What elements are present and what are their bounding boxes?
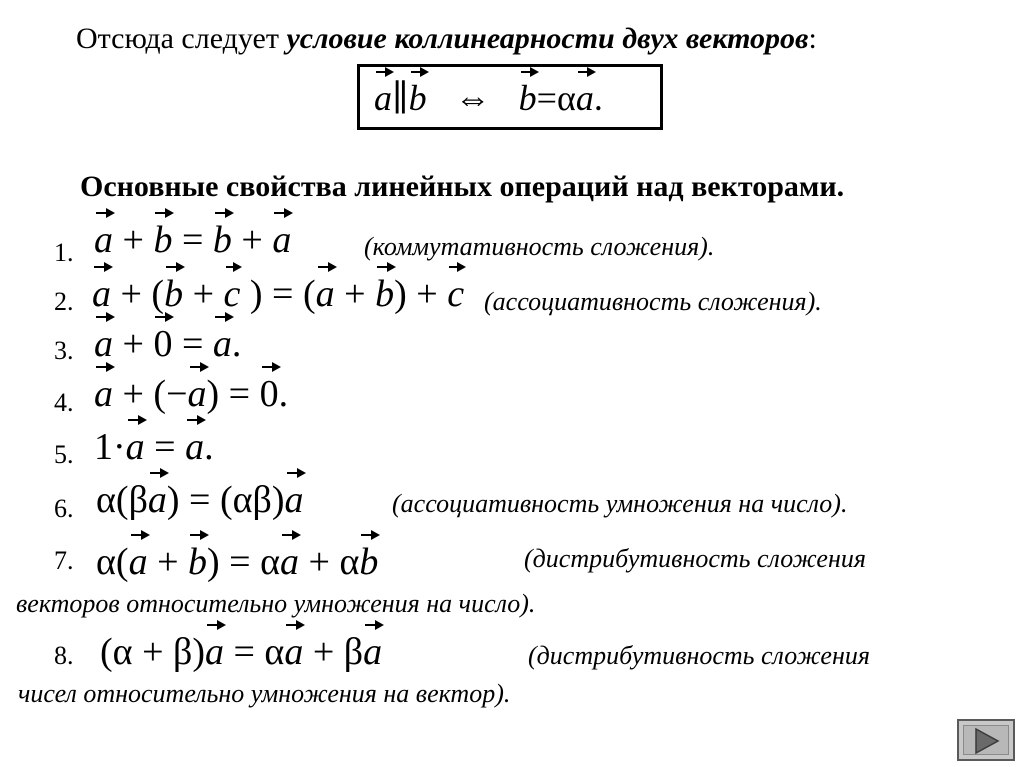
property-note-8-cont: чисел относительно умножения на вектор). (18, 679, 511, 708)
next-slide-button[interactable] (957, 719, 1015, 761)
property-formula-6: α(βa) = (αβ)a (96, 479, 304, 521)
iff-sign: ⇔ (454, 78, 491, 118)
property-number-1: 1. (54, 238, 74, 267)
section-heading: Основные свойства линейных операций над векторами. (80, 170, 845, 203)
property-formula-2: a + (b + c ) = (a + b) + c (92, 273, 465, 315)
vec-a: a (374, 78, 392, 118)
property-note-7: (дистрибутивность сложения (524, 544, 866, 573)
property-number-2: 2. (54, 287, 74, 316)
property-note-8: (дистрибутивность сложения (528, 641, 870, 670)
equals-sign: = (536, 78, 557, 118)
property-note-2: (ассоциативность сложения). (484, 287, 822, 316)
intro-colon: : (808, 22, 817, 55)
collinearity-formula-box (357, 64, 663, 130)
intro-line (76, 22, 817, 56)
collinearity-formula (374, 77, 603, 119)
property-formula-1: a + b = b + a (94, 219, 292, 261)
vec-b2: b (518, 78, 537, 118)
period: . (593, 78, 603, 118)
vec-b: b (408, 78, 427, 118)
property-number-8: 8. (54, 641, 74, 670)
alpha: α (556, 78, 576, 118)
vec-a2: a (575, 78, 594, 118)
property-number-5: 5. (54, 440, 74, 469)
property-note-1: (коммутативность сложения). (364, 232, 715, 261)
property-number-7: 7. (54, 546, 74, 575)
property-formula-7: α(a + b) = αa + αb (96, 541, 379, 583)
property-number-6: 6. (54, 494, 74, 523)
property-formula-4: a + (−a) = 0. (94, 373, 289, 415)
property-formula-5: 1·a = a. (94, 426, 214, 468)
intro-italic: условие коллинеарности двух векторов (286, 22, 809, 55)
intro-plain: Отсюда следует (76, 22, 287, 55)
property-number-4: 4. (54, 388, 74, 417)
play-next-icon (972, 727, 1002, 755)
property-note-6: (ассоциативность умножения на число). (392, 489, 848, 518)
parallel-sign: ∥ (392, 78, 409, 118)
property-formula-8: (α + β)a = αa + βa (100, 631, 383, 673)
property-note-7-cont: векторов относительно умножения на число). (16, 589, 536, 618)
property-formula-3: a + 0 = a. (94, 323, 242, 365)
property-number-3: 3. (54, 336, 74, 365)
